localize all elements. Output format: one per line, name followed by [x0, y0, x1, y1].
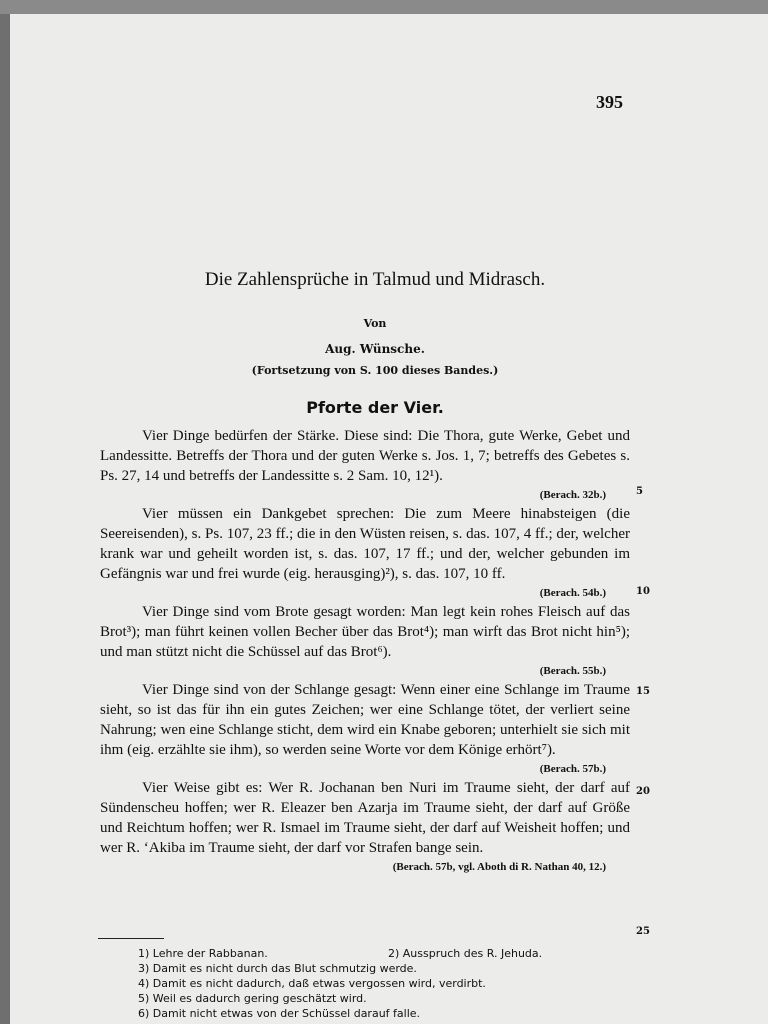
source-reference: (Berach. 54b.)	[539, 587, 606, 599]
paragraph	[100, 602, 630, 680]
article-body	[100, 426, 630, 876]
viewer-top-bar	[0, 0, 768, 14]
source-reference: (Berach. 57b, vgl. Aboth di R. Nathan 40, 12.)	[392, 861, 606, 873]
footnote: 6) Damit nicht etwas von der Schüssel darauf falle.	[138, 1007, 421, 1020]
author-name: Aug. Wünsche.	[325, 342, 425, 356]
source-reference: (Berach. 32b.)	[539, 489, 606, 501]
footnotes	[138, 946, 618, 1021]
paragraph-text: Vier müssen ein Dankgebet sprechen: Die zum Meere hinabsteigen (die Seereisenden), s. Ps. 107, 23 ff.; die in den Wüsten reisen, s. das. 107, 4 ff.; der, welcher krank war und geheilt worden ist, s. das. 107, 17 ff.; und der, welcher gebunden im Gefängnis war und frei wurde (eig. herausging)²), s. das. 107, 10 ff.	[100, 506, 630, 582]
footnote: 4) Damit es nicht dadurch, daß etwas vergossen wird, verdirbt.	[138, 977, 486, 990]
line-number: 25	[636, 926, 650, 937]
footnote: 3) Damit es nicht durch das Blut schmutzig werde.	[138, 962, 417, 975]
line-number: 20	[636, 786, 650, 797]
article-title: Die Zahlensprüche in Talmud und Midrasch.	[204, 269, 546, 290]
page-number: 395	[596, 92, 623, 112]
bleed-through-text	[110, 104, 670, 192]
section-heading: Pforte der Vier.	[306, 398, 444, 417]
footnote-row	[138, 976, 618, 991]
footnote: 5) Weil es dadurch gering geschätzt wird.	[138, 992, 367, 1005]
footnote-row	[138, 946, 618, 961]
paragraph-text: Vier Dinge bedürfen der Stärke. Diese sind: Die Thora, gute Werke, Gebet und Landessitte. Betreffs der Thora und der guten Werke s. Jos. 1, 7; betreffs des Gebetes s. Ps. 27, 14 und betreffs der Landessitte s. 2 Sam. 10, 12¹).	[100, 428, 630, 484]
footnote: 1) Lehre der Rabbanan.	[138, 947, 268, 960]
footnote-row	[138, 1006, 618, 1021]
paragraph	[100, 778, 630, 876]
footnote: 2) Ausspruch des R. Jehuda.	[388, 947, 543, 960]
footnote-row	[138, 991, 618, 1006]
line-number: 5	[636, 486, 643, 497]
scanned-page	[10, 14, 768, 1024]
line-number: 15	[636, 686, 650, 697]
line-number: 10	[636, 586, 650, 597]
paragraph	[100, 504, 630, 602]
paragraph	[100, 680, 630, 778]
source-reference: (Berach. 55b.)	[539, 665, 606, 677]
paragraph-text: Vier Dinge sind vom Brote gesagt worden: Man legt kein rohes Fleisch auf das Brot³); man führt keinen vollen Becher über das Brot⁴); man wirft das Brot nicht hin⁵); und man stützt nicht die Schüssel auf das Brot⁶).	[100, 604, 630, 660]
byline-von: Von	[363, 317, 387, 330]
paragraph	[100, 426, 630, 504]
paragraph-text: Vier Dinge sind von der Schlange gesagt: Wenn einer eine Schlange im Traume sieht, so ist das für ihn ein gutes Zeichen; wer eine Schlange tötet, der verliert seine Nahrung; wen eine Schlange sticht, dem wird ein Knabe geboren; unterhielt sie sich mit ihm (eig. erzählte sie ihm), so werden seine Worte vor dem Könige erhört⁷).	[100, 682, 630, 758]
paragraph-text: Vier Weise gibt es: Wer R. Jochanan ben Nuri im Traume sieht, der darf auf Sündenscheu hoffen; wer R. Eleazer ben Azarja im Traume sieht, der darf auf Größe und Reichtum hoffen; wer R. Ismael im Traume sieht, der darf auf Weisheit hoffen; und wer R. ‘Akiba im Traume sieht, der darf vor Strafen bange sein.	[100, 780, 630, 856]
source-reference: (Berach. 57b.)	[539, 763, 606, 775]
continuation-note: (Fortsetzung von S. 100 dieses Bandes.)	[251, 364, 499, 377]
footnote-rule	[98, 938, 164, 939]
footnote-row	[138, 961, 618, 976]
